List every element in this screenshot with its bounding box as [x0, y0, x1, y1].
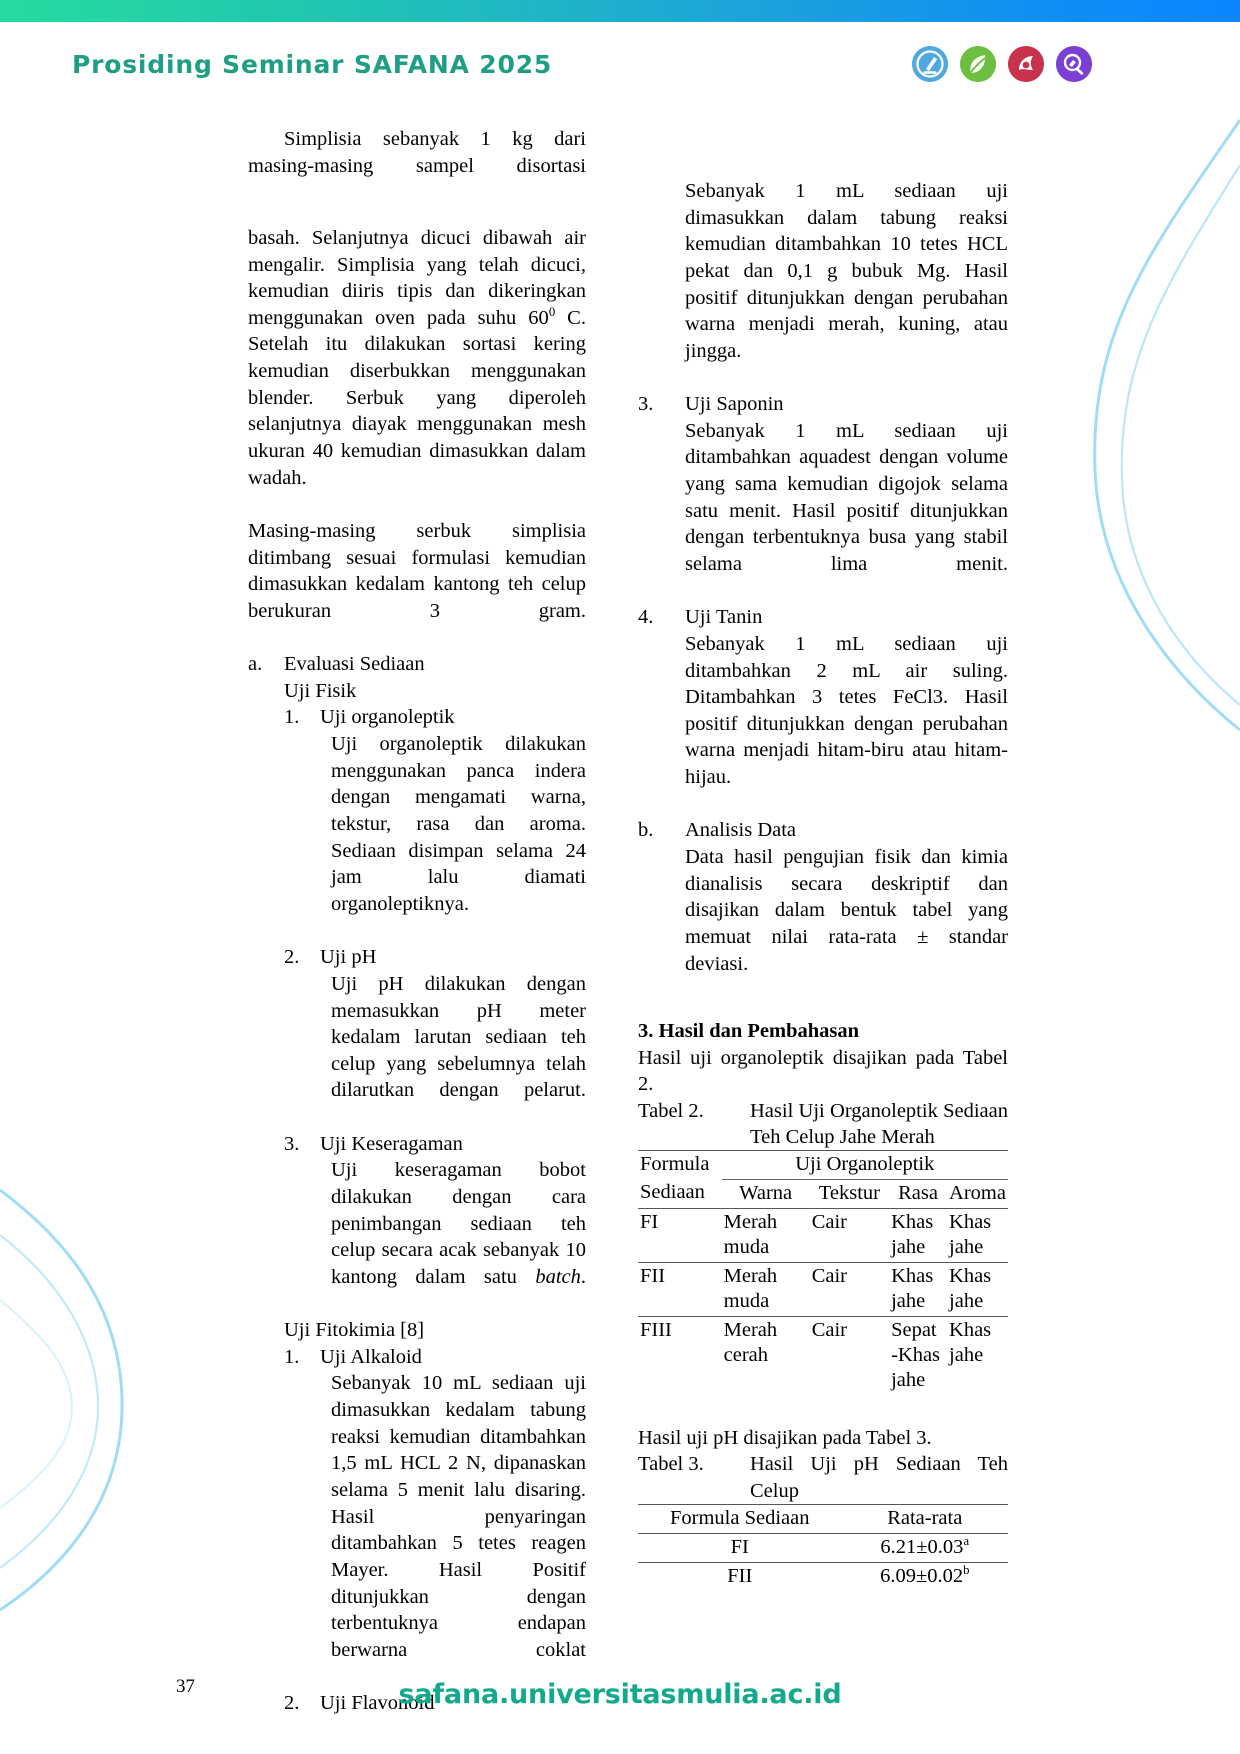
list-item-analisis-data [638, 817, 1008, 844]
list-marker: 3. [284, 1132, 300, 1155]
table3-cell-value: 6.09±0.02$^b$ [842, 1562, 1009, 1591]
pharmacy-logo-icon [1008, 46, 1044, 82]
table2-cell-tekstur: Cair [811, 1210, 848, 1233]
table3-cell-value: 6.21±0.03$^a$ [880, 1533, 970, 1558]
subheading-uji-fisik: Uji Fisik [284, 679, 357, 702]
table2-sub-header-left: Sediaan [638, 1179, 722, 1208]
list-item-title: Uji Flavonoid [320, 1692, 435, 1715]
table-row [638, 1208, 1008, 1262]
table2-cell-aroma: Khas jahe [949, 1210, 992, 1258]
table2-caption-line2-row [638, 1124, 1008, 1150]
right-column [638, 178, 1008, 1591]
table2-cell-warna: Merah cerah [722, 1316, 810, 1395]
list-item-fitokimia-1 [284, 1344, 586, 1371]
table2-group-header-right: Uji Organoleptik [722, 1150, 1008, 1179]
table3-col-rata-rata: Rata-rata [842, 1504, 1009, 1533]
table2-group-header-row [638, 1150, 1008, 1179]
paragraph-fitokimia-1-body: Sebanyak 10 mL sediaan uji dimasukkan kedalam tabung reaksi kemudian ditambahkan 1,5 mL HCL 2 N, dipanaskan selama 5 menit lalu disaring. Hasil penyaringan ditambahkan 5 tetes reagen Mayer. Hasil Positif ditunjukkan dengan terbentuknya endapan berwarna coklat [331, 1372, 586, 1661]
paragraph-tanin-body: Sebanyak 1 mL sediaan uji ditambahkan 2 mL air suling. Ditambahkan 3 tetes FeCl3. Hasil positif ditunjukkan dengan perubahan warna menjadi hitam-biru atau hitam-hijau. [685, 632, 1008, 789]
list-item-title: Uji Tanin [685, 606, 763, 629]
list-item-tanin [638, 604, 1008, 631]
leaf-logo-icon [960, 46, 996, 82]
table2-caption-label: Tabel 2. [638, 1099, 704, 1122]
research-logo-icon [1056, 46, 1092, 82]
microscope-logo-icon [912, 46, 948, 82]
list-marker: 2. [284, 1692, 300, 1715]
table2-cell-formula: FII [638, 1262, 722, 1316]
table-row [638, 1562, 1008, 1591]
table-ph [638, 1504, 1008, 1591]
intro-table3: Hasil uji pH disajikan pada Tabel 3. [638, 1426, 932, 1449]
table2-cell-aroma: Khas jahe [947, 1262, 1008, 1316]
table-row [638, 1533, 1008, 1562]
table2-cell-formula: FI [640, 1210, 659, 1233]
table2-col-warna: Warna [722, 1179, 810, 1208]
table2-cell-tekstur: Cair [810, 1316, 889, 1395]
left-column [248, 126, 586, 1717]
paragraph-fisik-2-body: Uji pH dilakukan dengan memasukkan pH meter kedalam larutan sediaan teh celup yang sebelumnya telah dilarutkan dengan pelarut. [331, 972, 586, 1102]
table2-caption [638, 1098, 1008, 1124]
table2-col-tekstur: Tekstur [810, 1179, 889, 1208]
list-item-title: Uji pH [320, 946, 377, 969]
table2-caption-text: Hasil Uji Organoleptik Sediaan [750, 1099, 1008, 1122]
list-marker: a. [248, 653, 263, 676]
table2-cell-rasa: Khas jahe [889, 1262, 947, 1316]
table-organoleptik [638, 1150, 1008, 1395]
list-marker: 2. [284, 946, 300, 969]
table2-cell-rasa: Khas jahe [891, 1210, 934, 1258]
table3-cell-formula: FII [638, 1562, 842, 1591]
list-item-label: Evaluasi Sediaan [284, 653, 425, 676]
table2-cell-warna: Merah muda [723, 1210, 778, 1258]
list-item-title: Uji organoleptik [320, 706, 455, 729]
table2-cell-tekstur: Cair [810, 1262, 889, 1316]
paragraph-simplisia: Simplisia sebanyak 1 kg dari masing-masing sampel disortasi [248, 128, 586, 177]
paragraph-masing-masing: Masing-masing serbuk simplisia ditimbang sesuai formulasi kemudian dimasukkan kedalam kantong teh celup berukuran 3 gram. [248, 519, 586, 622]
table3-col-formula: Formula Sediaan [638, 1504, 842, 1533]
table2-caption-text-2: Teh Celup Jahe Merah [750, 1125, 935, 1148]
paragraph-saponin-body: Sebanyak 1 mL sediaan uji ditambahkan aquadest dengan volume yang sama kemudian digojok selama satu menit. Hasil positif ditunjukkan dengan terbentuknya busa yang stabil selama lima menit. [685, 419, 1008, 575]
page-footer [0, 1634, 1240, 1754]
footer-url: safana.universitasmulia.ac.id [398, 1679, 842, 1710]
paragraph-fisik-1-body: Uji organoleptik dilakukan menggunakan panca indera dengan mengamati warna, tekstur, rasa dan aroma. Sediaan disimpan selama 24 jam lalu diamati organoleptiknya. [331, 733, 586, 915]
list-item-a [248, 651, 586, 678]
paragraph-basah: basah. Selanjutnya dicuci dibawah air mengalir. Simplisia yang telah dicuci, kemudian diiris tipis dan dikeringkan menggunakan oven pada suhu $60^0$ C. Setelah itu dilakukan sortasi kering kemudian diserbukkan menggunakan blender. Serbuk yang diperoleh selanjutnya diayak menggunakan mesh ukuran 40 kemudian dimasukkan dalam wadah. [248, 226, 586, 489]
table3-caption-label: Tabel 3. [638, 1453, 704, 1476]
list-item-fisik-2 [284, 944, 586, 971]
emphasis-batch: batch [535, 1265, 581, 1288]
paragraph-analisis-data-body: Data hasil pengujian fisik dan kimia dianalisis secara deskriptif dan disajikan dalam bentuk tabel yang memuat nilai rata-rata ± standar deviasi. [685, 846, 1008, 975]
table2-cell-formula: FIII [638, 1316, 722, 1395]
list-item-saponin [638, 391, 1008, 418]
page-number: 37 [176, 1676, 195, 1697]
top-gradient-bar [0, 0, 1240, 22]
table-row [638, 1316, 1008, 1395]
header-logo-group [912, 46, 1092, 82]
table2-cell-warna: Merah muda [722, 1262, 810, 1316]
page-header [0, 46, 1240, 106]
table3-header-row [638, 1504, 1008, 1533]
table2-sub-header-row [638, 1179, 1008, 1208]
list-marker: 1. [284, 706, 300, 729]
intro-table2: Hasil uji organoleptik disajikan pada Tabel 2. [638, 1046, 1008, 1096]
paragraph-flavonoid-body: Sebanyak 1 mL sediaan uji dimasukkan dalam tabung reaksi kemudian ditambahkan 10 tetes HCL pekat dan 0,1 g bubuk Mg. Hasil positif ditunjukkan dengan perubahan warna menjadi merah, kuning, atau jingga. [685, 180, 1008, 362]
page-title: Prosiding Seminar SAFANA 2025 [72, 50, 553, 79]
paragraph-fisik-3-body: Uji keseragaman bobot dilakukan dengan cara penimbangan sediaan teh celup secara acak sebanyak 10 kantong dalam satu batch. [331, 1159, 586, 1288]
list-marker: b. [638, 819, 654, 842]
list-item-fisik-3 [284, 1131, 586, 1158]
table3-superscript: b [963, 1562, 970, 1577]
table3-superscript: a [963, 1533, 970, 1548]
list-marker: 3. [638, 393, 654, 416]
list-marker: 4. [638, 606, 654, 629]
table2-group-header-left: Formula [638, 1150, 722, 1179]
list-item-fisik-1 [284, 704, 586, 731]
table2-col-rasa: Rasa [889, 1179, 947, 1208]
superscript-degree: 0 [548, 305, 556, 320]
table-row [638, 1262, 1008, 1316]
section-heading-hasil-pembahasan: 3. Hasil dan Pembahasan [638, 1019, 859, 1042]
table2-cell-aroma: Khas jahe [947, 1316, 1008, 1395]
list-item-title: Uji Alkaloid [320, 1345, 422, 1368]
subheading-uji-fitokimia: Uji Fitokimia [8] [284, 1319, 425, 1342]
list-item-title: Uji Saponin [685, 393, 784, 416]
table2-col-aroma: Aroma [947, 1179, 1008, 1208]
list-marker: 1. [284, 1345, 300, 1368]
table3-caption-text: Hasil Uji pH Sediaan Teh Celup [750, 1453, 1008, 1502]
table3-cell-formula: FI [730, 1535, 749, 1558]
list-item-title: Analisis Data [685, 819, 797, 842]
table3-caption [638, 1451, 1008, 1503]
table2-cell-rasa: Sepat -Khas jahe [889, 1316, 947, 1395]
caption-spacer [638, 1124, 750, 1150]
list-item-title: Uji Keseragaman [320, 1132, 463, 1155]
